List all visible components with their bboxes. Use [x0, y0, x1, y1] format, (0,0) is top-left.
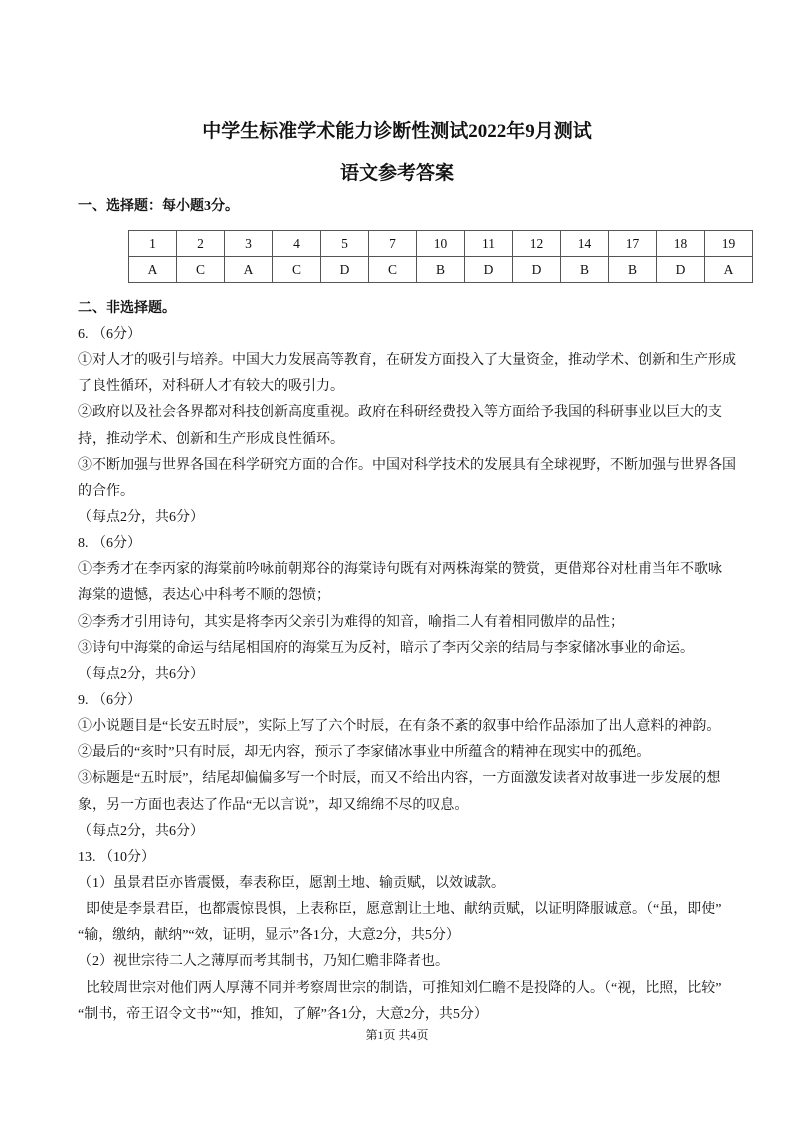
question-number-cell: 18: [657, 231, 705, 257]
section-heading-choice: 一、选择题：每小题3分。: [78, 199, 239, 214]
answer-table: [128, 230, 753, 283]
question-number-cell: 11: [465, 231, 513, 257]
answer-cell: A: [225, 257, 273, 283]
answer-line: 象，另一方面也表达了作品“无以言说”，却又绵绵不尽的叹息。: [78, 797, 469, 813]
answer-line: 8. （6分）: [78, 536, 141, 552]
answer-line: 海棠的遗憾，表达心中科考不顺的怨愤；: [78, 588, 330, 604]
answer-line: （每点2分，共6分）: [78, 666, 204, 682]
question-number-cell: 3: [225, 231, 273, 257]
question-number-row: [129, 231, 753, 257]
answer-line: ③标题是“五时辰”，结尾却偏偏多写一个时辰，而又不给出内容，一方面激发读者对故事进一步发展的想: [78, 771, 721, 787]
answer-row: [129, 257, 753, 283]
answer-cell: C: [177, 257, 225, 283]
answer-cell: D: [321, 257, 369, 283]
question-number-cell: 14: [561, 231, 609, 257]
answer-line: 9. （6分）: [78, 692, 141, 708]
answer-cell: D: [657, 257, 705, 283]
question-number-cell: 5: [321, 231, 369, 257]
answer-line: ③不断加强与世界各国在科学研究方面的合作。中国对科学技术的发展具有全球视野，不断加强与世界各国: [78, 457, 736, 473]
answer-line: 即使是李景君臣，也都震惊畏惧，上表称臣，愿意割让土地、献纳贡赋，以证明降服诚意。（“虽，即使”: [86, 902, 722, 918]
answer-cell: B: [609, 257, 657, 283]
answer-line: ①对人才的吸引与培养。中国大力发展高等教育，在研发方面投入了大量资金，推动学术、创新和生产形成: [78, 353, 736, 369]
answer-line: ②李秀才引用诗句，其实是将李丙父亲引为难得的知音，喻指二人有着相同傲岸的品性；: [78, 614, 624, 630]
question-number-cell: 17: [609, 231, 657, 257]
answer-cell: A: [705, 257, 753, 283]
answer-cell: D: [513, 257, 561, 283]
question-number-cell: 7: [369, 231, 417, 257]
answer-line: ①小说题目是“长安五时辰”，实际上写了六个时辰，在有条不紊的叙事中给作品添加了出人意料的神韵。: [78, 719, 721, 735]
question-number-cell: 10: [417, 231, 465, 257]
document-subtitle: 语文参考答案: [339, 163, 454, 184]
question-number-cell: 2: [177, 231, 225, 257]
answer-line: 13. （10分）: [78, 849, 155, 865]
answer-line: “制书，帝王诏令文书”“知，推知，了解”各1分，大意2分，共5分）: [78, 1006, 488, 1022]
answer-line: ③诗句中海棠的命运与结尾相国府的海棠互为反衬，暗示了李丙父亲的结局与李家储冰事业的命运。: [78, 640, 694, 656]
answer-body: [78, 322, 736, 1028]
question-number-cell: 4: [273, 231, 321, 257]
section-heading-nonchoice: 二、非选择题。: [78, 301, 176, 316]
answer-line: （每点2分，共6分）: [78, 509, 204, 525]
answer-line: （2）视世宗待二人之薄厚而考其制书，乃知仁赡非降者也。: [78, 954, 449, 970]
answer-line: ②最后的“亥时”只有时辰，却无内容，预示了李家储冰事业中所蕴含的精神在现实中的孤绝。: [78, 745, 651, 761]
answer-cell: B: [417, 257, 465, 283]
answer-line: （1）虽景君臣亦皆震慑，奉表称臣，愿割土地、输贡赋，以效诚款。: [78, 875, 505, 891]
answer-line: ②政府以及社会各界都对科技创新高度重视。政府在科研经费投入等方面给予我国的科研事业以巨大的支: [78, 405, 722, 421]
question-number-cell: 12: [513, 231, 561, 257]
answer-cell: B: [561, 257, 609, 283]
answer-cell: A: [129, 257, 177, 283]
answer-line: （每点2分，共6分）: [78, 823, 204, 839]
document-title: 中学生标准学术能力诊断性测试2022年9月测试: [202, 121, 592, 142]
answer-cell: D: [465, 257, 513, 283]
question-number-cell: 19: [705, 231, 753, 257]
answer-line: 了良性循环，对科研人才有较大的吸引力。: [78, 379, 344, 395]
question-number-cell: 1: [129, 231, 177, 257]
answer-cell: C: [369, 257, 417, 283]
answer-line: ①李秀才在李丙家的海棠前吟咏前朝郑谷的海棠诗句既有对两株海棠的赞赏，更借郑谷对杜甫当年不歌咏: [78, 562, 722, 578]
answer-line: “输，缴纳，献纳”“效，证明，显示”各1分，大意2分，共5分）: [78, 928, 460, 944]
answer-line: 6. （6分）: [78, 327, 141, 342]
answer-cell: C: [273, 257, 321, 283]
answer-line: 的合作。: [78, 483, 134, 499]
answer-line: 持，推动学术、创新和生产形成良性循环。: [78, 431, 344, 447]
answer-line: 比较周世宗对他们两人厚薄不同并考察周世宗的制诰，可推知刘仁瞻不是投降的人。（“视，比照，比较”: [86, 980, 722, 996]
page-footer: 第1页 共4页: [365, 1028, 429, 1042]
